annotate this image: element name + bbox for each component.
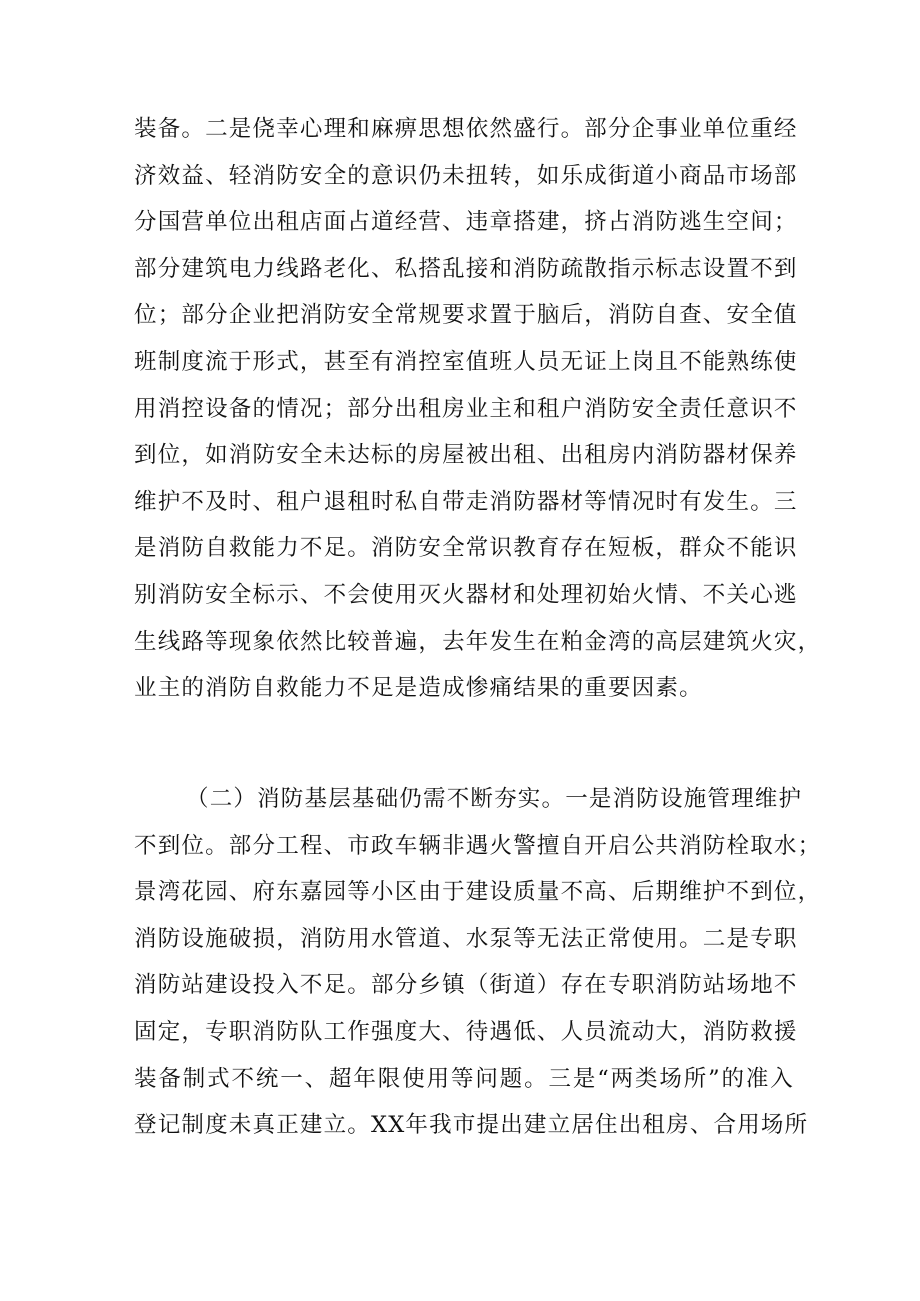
text-line: 部分建筑电力线路老化、私搭乱接和消防疏散指示标志设置不到 — [134, 255, 798, 282]
text-line: 消防站建设投入不足。部分乡镇（街道）存在专职消防站场地不 — [134, 972, 798, 999]
text-line: 位；部分企业把消防安全常规要求置于脑后，消防自查、安全值 — [134, 302, 798, 329]
text-line: 济效益、轻消防安全的意识仍未扭转，如乐成街道小商品市场部 — [134, 162, 798, 189]
text-line: 装备制式不统一、超年限使用等问题。三是“两类场所”的准入 — [134, 1065, 794, 1092]
text-line: 维护不及时、租户退租时私自带走消防器材等情况时有发生。三 — [134, 488, 798, 515]
text-line: 到位，如消防安全未达标的房屋被出租、出租房内消防器材保养 — [134, 442, 798, 469]
text-line: （二）消防基层基础仍需不断夯实。一是消防设施管理维护 — [186, 786, 803, 812]
text-line: 不到位。部分工程、市政车辆非遇火警擅自开启公共消防栓取水； — [134, 832, 822, 859]
paragraph-grassroots-foundation — [134, 776, 822, 1149]
text-line: 业主的消防自救能力不足是造成惨痛结果的重要因素。 — [134, 675, 703, 702]
text-line: 用消控设备的情况；部分出租房业主和租户消防安全责任意识不 — [134, 395, 798, 422]
text-line: 别消防安全标示、不会使用灭火器材和处理初始火情、不关心逃 — [134, 581, 798, 608]
text-line: 固定，专职消防队工作强度大、待遇低、人员流动大，消防救援 — [134, 1018, 798, 1045]
text-line: 班制度流于形式，甚至有消控室值班人员无证上岗且不能熟练使 — [134, 348, 798, 375]
text-line: 登记制度未真正建立。XX年我市提出建立居住出租房、合用场所 — [134, 1112, 809, 1139]
text-line: 分国营单位出租店面占道经营、违章搭建，挤占消防逃生空间； — [134, 209, 798, 236]
paragraph-fire-safety-awareness — [134, 106, 822, 712]
text-line: 消防设施破损，消防用水管道、水泵等无法正常使用。二是专职 — [134, 925, 798, 952]
text-line: 是消防自救能力不足。消防安全常识教育存在短板，群众不能识 — [134, 535, 798, 562]
text-line: 景湾花园、府东嘉园等小区由于建设质量不高、后期维护不到位， — [134, 879, 822, 906]
text-line: 生线路等现象依然比较普遍，去年发生在粕金湾的高层建筑火灾， — [134, 628, 822, 655]
text-line: 装备。二是侥幸心理和麻痹思想依然盛行。部分企事业单位重经 — [134, 116, 798, 142]
